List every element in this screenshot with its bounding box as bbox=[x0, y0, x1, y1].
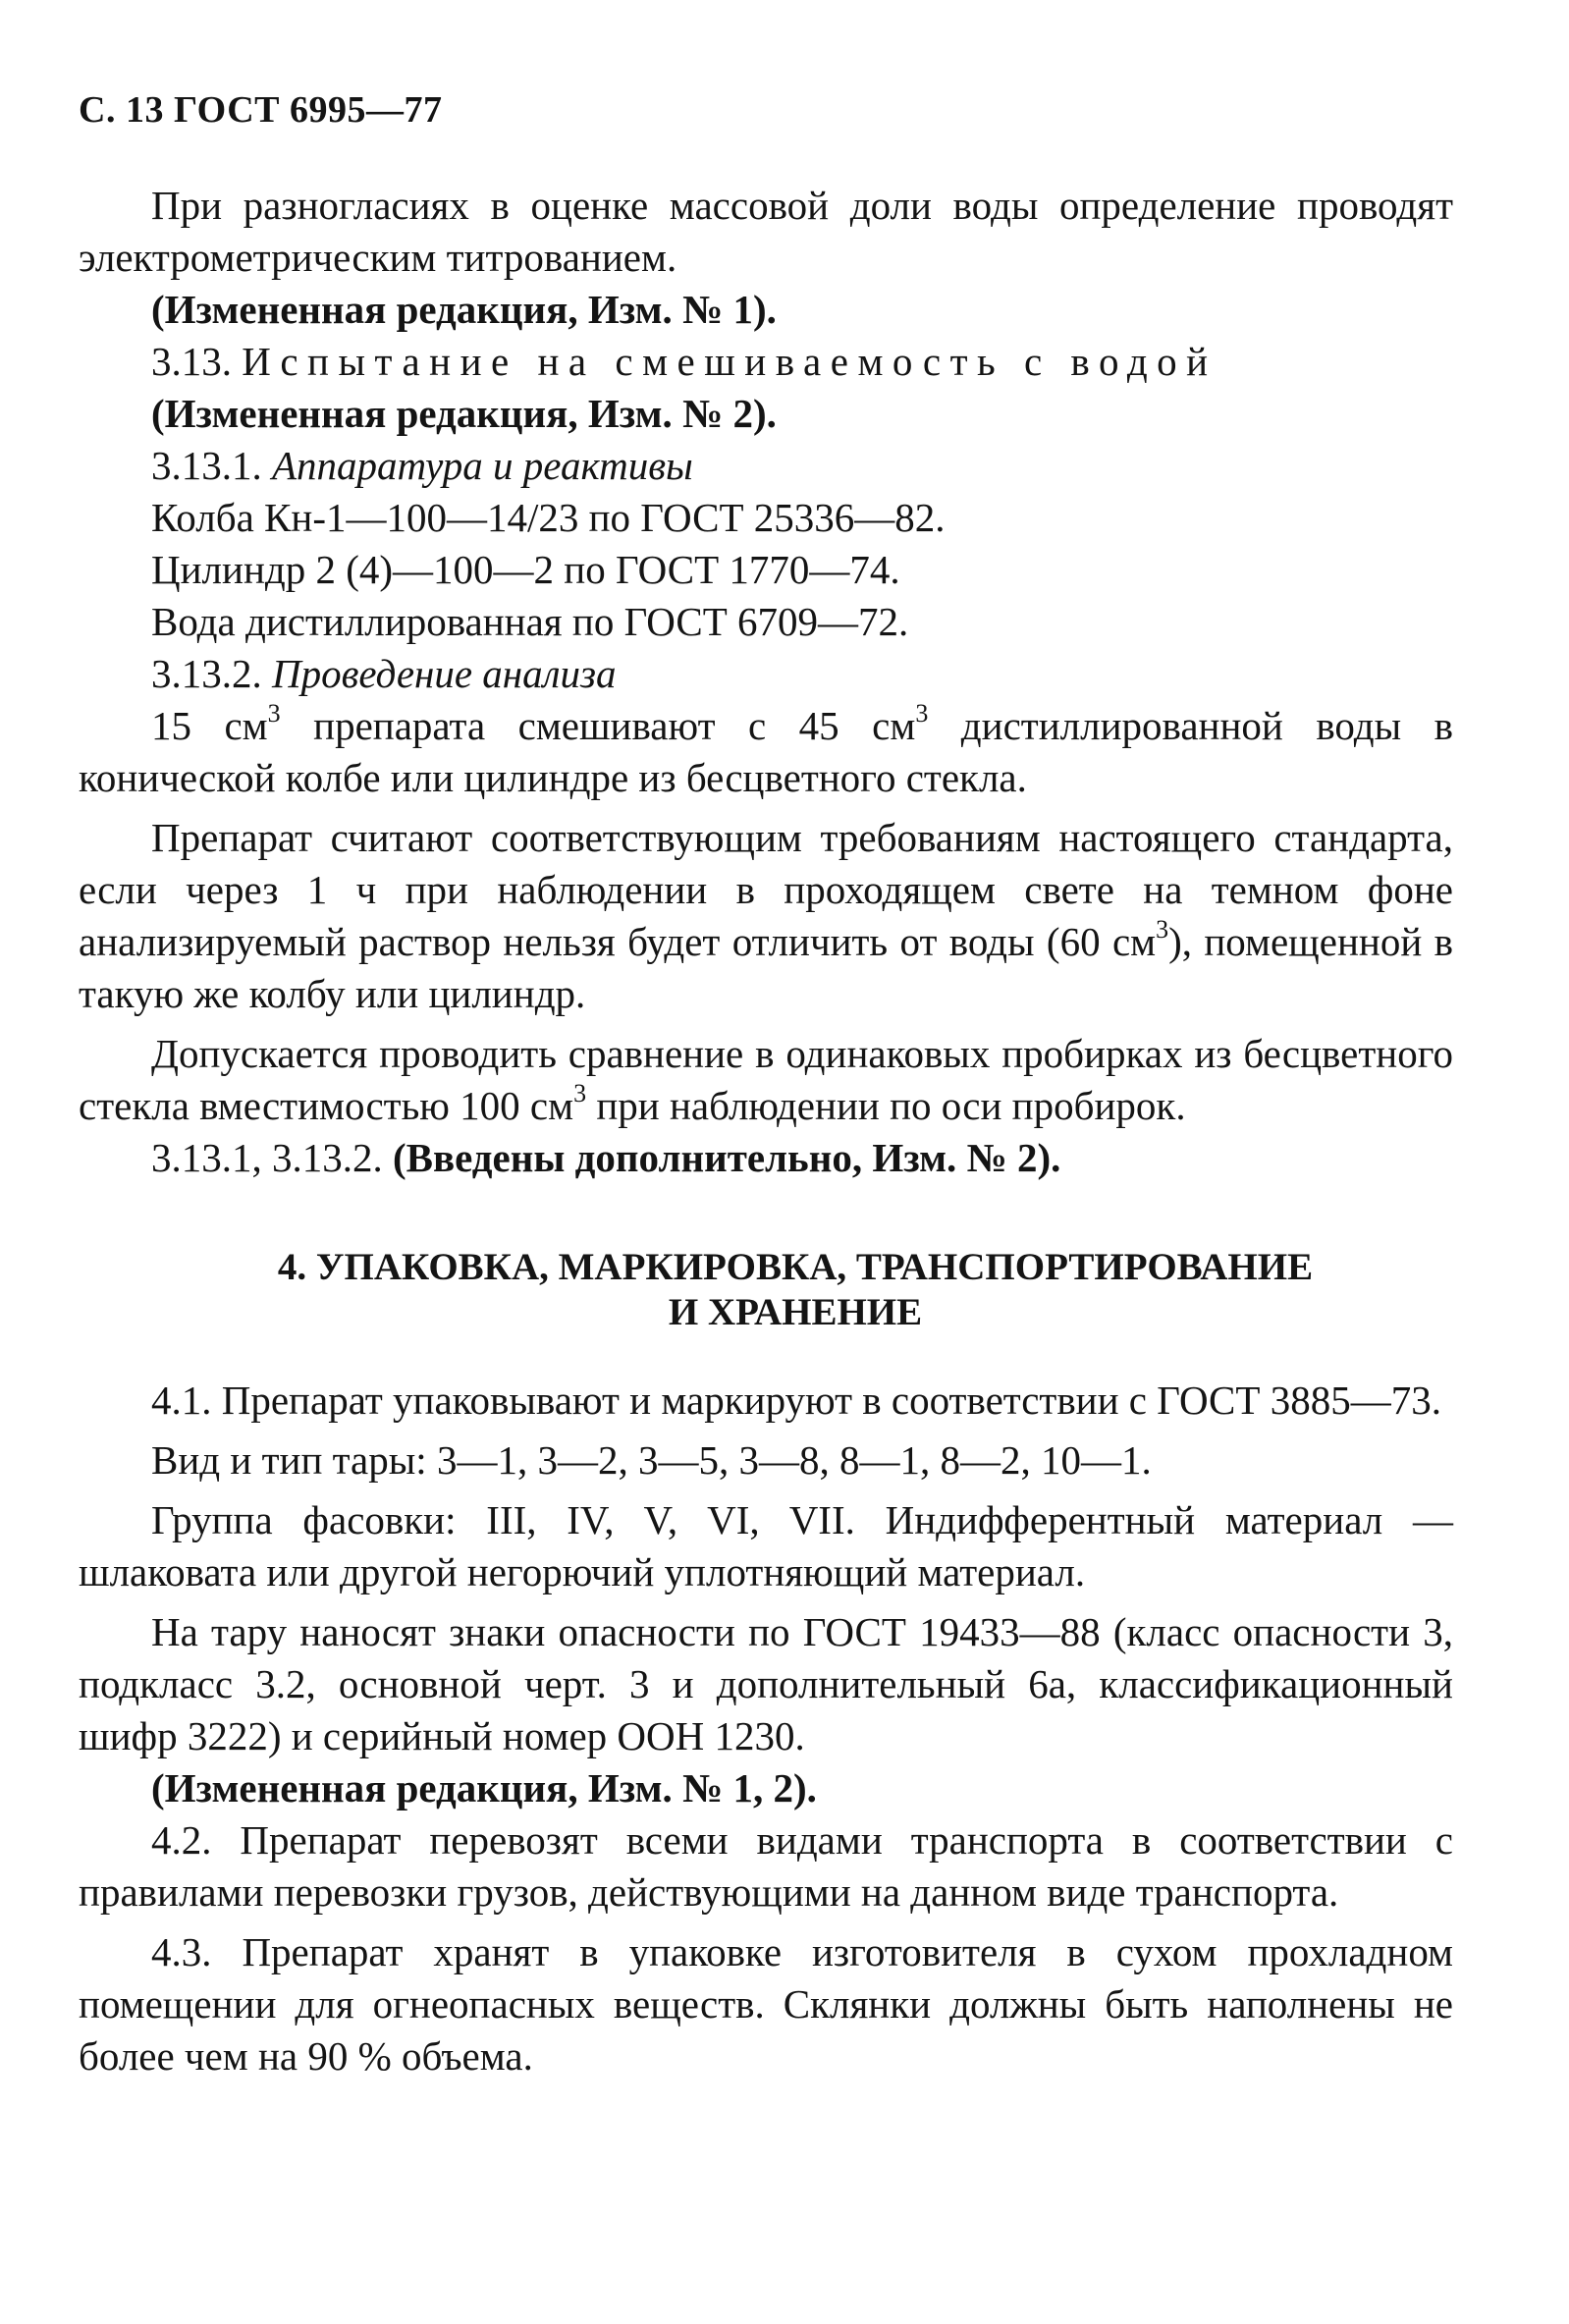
amendment-note-2: (Измененная редакция, Изм. № 2). bbox=[151, 391, 777, 436]
page-header: С. 13 ГОСТ 6995—77 bbox=[79, 89, 443, 131]
section-3-13-number: 3.13. bbox=[151, 339, 232, 384]
superscript: 3 bbox=[573, 1079, 587, 1108]
section-3-13-1-heading bbox=[79, 440, 1453, 492]
paragraph-mixing bbox=[79, 700, 1453, 804]
equipment-cylinder: Цилиндр 2 (4)—100—2 по ГОСТ 1770—74. bbox=[151, 547, 900, 592]
section-3-13-2-heading bbox=[79, 648, 1453, 700]
section-4-title-line-2: И ХРАНЕНИЕ bbox=[668, 1291, 923, 1333]
reagent-water: Вода дистиллированная по ГОСТ 6709—72. bbox=[151, 599, 909, 644]
paragraph-danger-signs: На тару наносят знаки опасности по ГОСТ 19433—88 (класс опасности 3, подкласс 3.2, основной черт. 3 и дополнительный 6а, классификационный шифр 3222) и серийный номер ООН 1230. bbox=[79, 1609, 1453, 1758]
section-3-13-2-number: 3.13.2. bbox=[151, 651, 262, 696]
equipment-flask: Колба Кн-1—100—14/23 по ГОСТ 25336—82. bbox=[151, 495, 946, 540]
paragraph-4-3: 4.3. Препарат хранят в упаковке изготовителя в сухом прохладном помещении для огнеопасных веществ. Склянки должны быть наполнены не более чем на 90 % объема. bbox=[79, 1929, 1453, 2079]
paragraph-packing-group: Группа фасовки: III, IV, V, VI, VII. Индифферентный материал — шлаковата или другой негорючий уплотняющий материал. bbox=[79, 1497, 1453, 1594]
mixing-text-c: дистиллированной воды в конической колбе или цилиндре из бесцветного стекла. bbox=[79, 703, 1453, 800]
mixing-text-b: препарата смешивают с 45 см bbox=[280, 703, 916, 748]
paragraph-allowed bbox=[79, 1028, 1453, 1132]
section-3-13-1-title: Аппаратура и реактивы bbox=[272, 443, 693, 488]
introduction-note bbox=[79, 1132, 1453, 1184]
section-4-title bbox=[79, 1245, 1453, 1335]
introduction-refs: 3.13.1, 3.13.2. bbox=[151, 1135, 383, 1180]
paragraph-disagreement: При разногласиях в оценке массовой доли воды определение проводят электрометрическим титрованием. bbox=[79, 183, 1453, 280]
paragraph-4-2: 4.2. Препарат перевозят всеми видами транспорта в соответствии с правилами перевозки грузов, действующими на данном виде транспорта. bbox=[79, 1817, 1453, 1915]
superscript: 3 bbox=[915, 699, 929, 729]
section-3-13-heading bbox=[79, 336, 1453, 388]
section-3-13-2-title: Проведение анализа bbox=[272, 651, 617, 696]
paragraph-4-1: 4.1. Препарат упаковывают и маркируют в соответствии с ГОСТ 3885—73. bbox=[151, 1378, 1441, 1423]
superscript: 3 bbox=[267, 699, 281, 729]
amendment-note-1: (Измененная редакция, Изм. № 1). bbox=[151, 287, 777, 332]
section-4-title-line-1: 4. УПАКОВКА, МАРКИРОВКА, ТРАНСПОРТИРОВАНИЕ bbox=[277, 1246, 1314, 1288]
superscript: 3 bbox=[1156, 915, 1169, 945]
allowed-text-b: при наблюдении по оси пробирок. bbox=[586, 1083, 1186, 1128]
paragraph-tare: Вид и тип тары: 3—1, 3—2, 3—5, 3—8, 8—1, 8—2, 10—1. bbox=[151, 1437, 1152, 1483]
amendment-note-1-2: (Измененная редакция, Изм. № 1, 2). bbox=[151, 1765, 817, 1811]
conformity-text-b: ), помещенной в такую же колбу или цилиндр. bbox=[79, 919, 1453, 1016]
introduction-note-text: (Введены дополнительно, Изм. № 2). bbox=[393, 1135, 1061, 1180]
mixing-text-a: 15 см bbox=[151, 703, 268, 748]
section-3-13-title: Испытание на смешиваемость с водой bbox=[242, 339, 1217, 384]
conformity-text-a: Препарат считают соответствующим требованиям настоящего стандарта, если через 1 ч при наблюдении в проходящем свете на темном фоне анализируемый раствор нельзя будет отличить от воды (60 см bbox=[79, 815, 1453, 964]
document-body bbox=[79, 180, 1453, 2082]
paragraph-conformity bbox=[79, 812, 1453, 1020]
section-3-13-1-number: 3.13.1. bbox=[151, 443, 262, 488]
allowed-text-a: Допускается проводить сравнение в одинаковых пробирках из бесцветного стекла вместимостью 100 см bbox=[79, 1031, 1453, 1128]
